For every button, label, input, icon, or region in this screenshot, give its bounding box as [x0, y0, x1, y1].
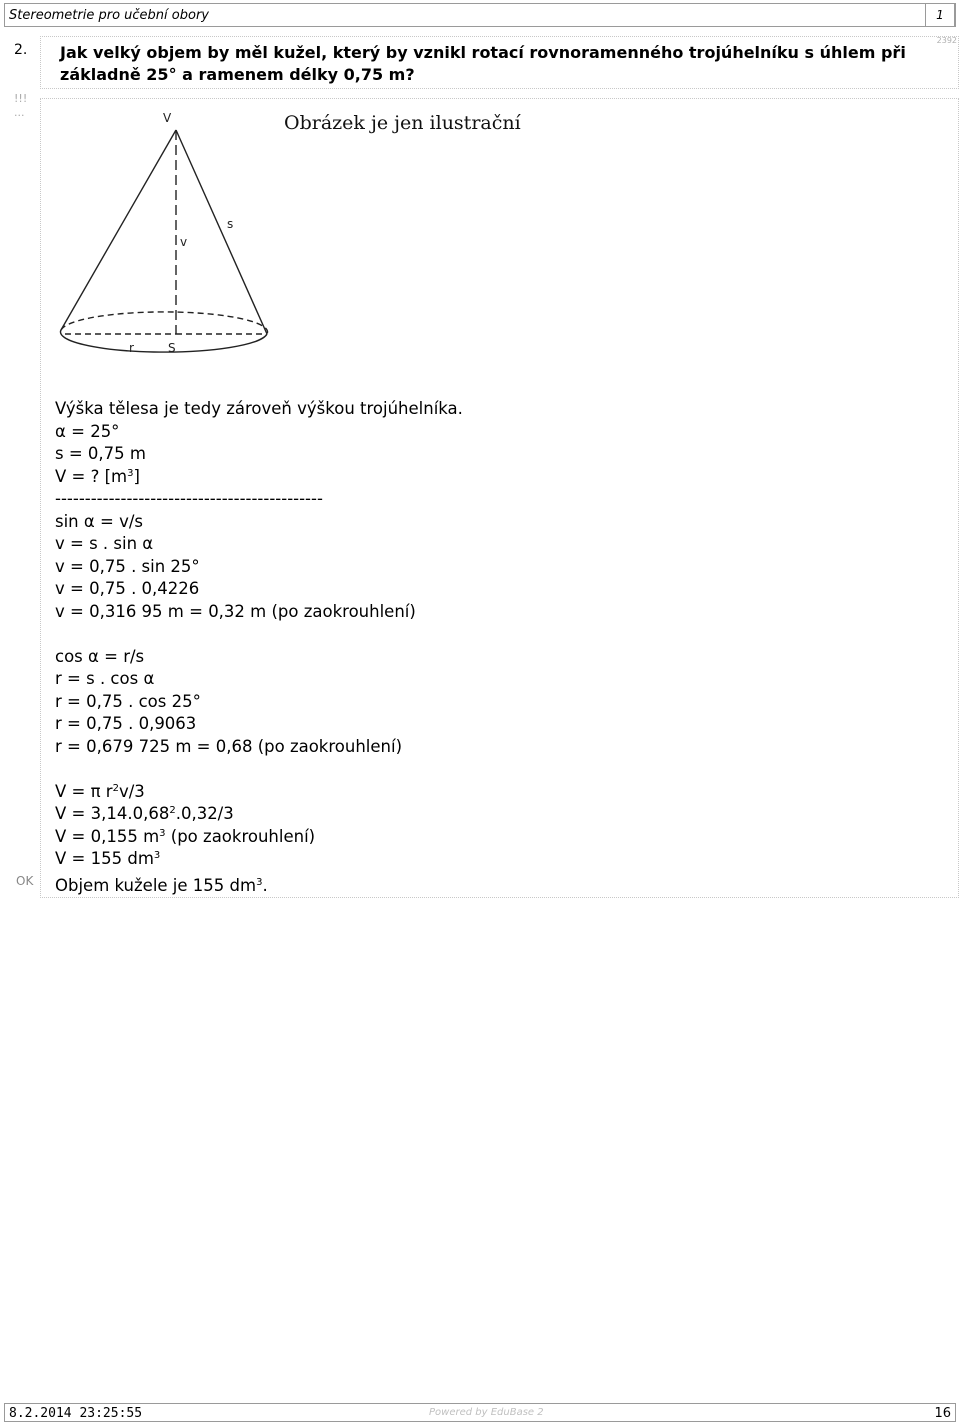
solution-line: α = 25° [55, 421, 120, 441]
page-number-box: 1 [925, 3, 955, 27]
solution-line: V = 155 $dm^3$ [55, 849, 161, 868]
solution-line: cos α = r/s [55, 646, 145, 666]
question-id: 2392 [936, 36, 957, 45]
solution-line: sin α = v/s [55, 511, 143, 531]
solution-line: V = 0,155 $m^3$ (po zaokrouhlení) [55, 826, 316, 846]
footer-page-number: 16 [934, 1406, 951, 1421]
apex-label: V [163, 111, 172, 125]
solution-line: r = 0,75 . 0,9063 [55, 714, 197, 733]
solution-line: V = ? $[m^3]$ [55, 466, 140, 486]
radius-label: r [129, 341, 134, 355]
difficulty-mark: !!! [14, 92, 28, 105]
solution-line: s = 0,75 m [55, 444, 146, 463]
question-text: Jak velký objem by měl kužel, který by vznikl rotací rovnoramenného trojúhelníku s úhlem při základně 25° a ramenem délky 0,75 m? [60, 43, 906, 84]
solution-line: Výška tělesa je tedy zároveň výškou trojúhelníka. [55, 399, 463, 418]
solution-line: v = 0,75 . 0,4226 [55, 579, 200, 598]
solution-line: r = s . cos α [55, 669, 155, 688]
base-back-arc [61, 312, 268, 334]
solution-text [55, 398, 463, 897]
solution-line: r = 0,679 725 m = 0,68 (po zaokrouhlení) [55, 736, 403, 756]
page-footer [4, 1403, 956, 1422]
figure-caption: Obrázek je jen ilustrační [284, 112, 521, 134]
center-label: S [168, 341, 176, 355]
final-answer: Objem kužele je 155 $dm^3$. [55, 875, 268, 895]
height-label: v [180, 235, 188, 249]
solution-line: $V = 3,14.0,68^2.0,32/3$ [55, 804, 234, 823]
solution-line: v = 0,316 95 m = 0,32 m (po zaokrouhlení) [55, 601, 416, 621]
ok-mark: OK [16, 874, 34, 888]
solution-line: V = π $r^2v/3$ [55, 781, 145, 801]
slant-label: s [227, 217, 234, 231]
cone-figure [55, 104, 285, 366]
powered-by: Powered by EduBase 2 [429, 1407, 544, 1418]
print-timestamp: 8.2.2014 23:25:55 [9, 1406, 143, 1421]
cone-right-edge [176, 130, 267, 334]
solution-line: v = s . sin α [55, 534, 154, 553]
cone-left-edge [61, 130, 176, 330]
solution-line: v = 0,75 . sin 25° [55, 556, 200, 576]
ellipsis-mark: ... [14, 106, 25, 119]
document-title: Stereometrie pro učební obory [9, 8, 209, 23]
separator-line: --------------------------------------------- [55, 489, 323, 508]
solution-line: r = 0,75 . cos 25° [55, 691, 201, 711]
page-header [4, 3, 956, 27]
question-number: 2. [14, 42, 28, 58]
